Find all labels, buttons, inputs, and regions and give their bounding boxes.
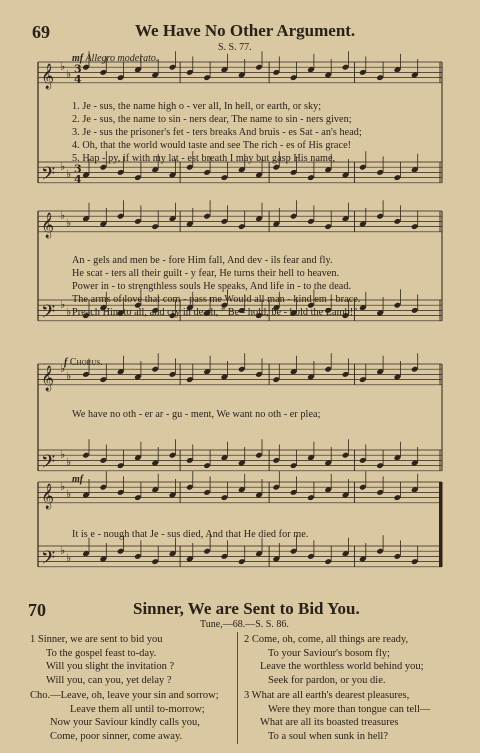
time-signature-top: 3 [74,162,82,176]
flat-icon: ♭ [60,479,66,493]
hymn70-verse-2: 2 Come, oh, come, all things are ready, To your Saviour's bosom fly; Leave the worthless world behind you; Seek for pardon, or you die. [244,634,424,686]
hymn-number-69: 69 [32,22,50,42]
flat-icon: ♭ [60,208,66,222]
bass-clef-icon: 𝄢 [41,301,56,327]
dynamic-mf-2: mf [72,474,84,485]
dynamic-f: f [64,357,68,368]
flat-icon: ♭ [60,361,66,375]
treble-clef-icon: 𝄞 [41,63,55,89]
hymn-title-69: We Have No Other Argument. [135,21,356,40]
flat-icon: ♭ [66,305,72,319]
verse-2-a: 2. Je - sus, the name to sin - ners dear, The name to sin - ners given; [72,114,352,125]
flat-icon: ♭ [60,159,66,173]
chorus-marking [64,357,103,368]
hymn70-verse-3: 3 What are all earth's dearest pleasures, Were they more than tongue can tell— What are all its boasted treasures To a soul when sunk in hell? [244,690,431,742]
hymn70-verse-1: 1 Sinner, we are sent to bid you To the gospel feast to-day. Will you slight the invitation ? Will you, can you, yet delay ? [30,634,175,686]
flat-icon: ♭ [66,67,72,81]
time-signature-bottom: 4 [74,172,82,186]
flat-icon: ♭ [66,167,72,181]
flat-icon: ♭ [66,216,72,230]
verses-line-a [72,100,362,165]
treble-clef-icon: 𝄞 [41,212,55,238]
treble-clef-icon: 𝄞 [41,483,55,509]
flat-icon: ♭ [60,543,66,557]
hymn70-chorus: Cho.—Leave, oh, leave your sin and sorrow; Leave them all until to-morrow; Now your Saviour kindly calls you, Come, poor sinner, come away. [30,690,219,742]
flat-icon: ♭ [60,59,66,73]
verse-3-b: Power in - to strengthless souls He speaks, And life in - to the dead. [72,281,352,292]
verses-line-b [72,254,360,319]
flat-icon: ♭ [60,447,66,461]
flat-icon: ♭ [66,369,72,383]
hymn-tune-70: Tune,—68.—S. S. 86. [200,619,289,630]
verse-5-a: 5. Hap - py, if with my lat - est breath I may but gasp His name, [72,153,336,164]
chorus-label: Chorus. [69,357,103,368]
final-barline [439,482,442,567]
verse-3-a: 3. Je - sus the prisoner's fet - ters breaks And bruis - es Sat - an's head; [72,127,362,138]
flat-icon: ♭ [66,455,72,469]
verse-1-b: An - gels and men be - fore Him fall, And dev - ils fear and fly. [72,255,333,266]
time-signature-top: 3 [74,62,82,76]
chorus-line-1: We have no oth - er ar - gu - ment, We want no oth - er plea; [72,409,321,420]
hymn-number-70: 70 [28,600,46,620]
flat-icon: ♭ [66,487,72,501]
verse-2-b: He scat - ters all their guilt - y fear, He turns their hell to heaven. [72,268,340,279]
verse-1-a: 1. Je - sus, the name high o - ver all, In hell, or earth, or sky; [72,101,322,112]
bass-clef-icon: 𝄢 [41,547,56,573]
bass-clef-icon: 𝄢 [41,163,56,189]
treble-clef-icon: 𝄞 [41,365,55,391]
hymn-title-70: Sinner, We are Sent to Bid You. [133,599,360,618]
bass-clef-icon: 𝄢 [41,451,56,477]
verse-5-b: Preach Him to all, and cry in death, " Be - hold, be - hold the Lamb!" [72,307,358,318]
chorus-line-2: It is e - nough that Je - sus died, And that He died for me. [72,529,309,540]
tempo-text: Allegro moderato. [85,53,159,64]
verse-4-a: 4. Oh, that the world would taste and see The rich - es of His grace! [72,140,352,151]
hymn-meter-69: S. S. 77. [218,42,252,53]
flat-icon: ♭ [66,551,72,565]
time-signature-bottom: 4 [74,72,82,86]
dynamic-mf: mf [72,53,84,64]
column-divider [237,632,238,744]
verse-4-b: The arms of love that com - pass me Would all man - kind em - brace. [72,294,361,305]
flat-icon: ♭ [60,297,66,311]
